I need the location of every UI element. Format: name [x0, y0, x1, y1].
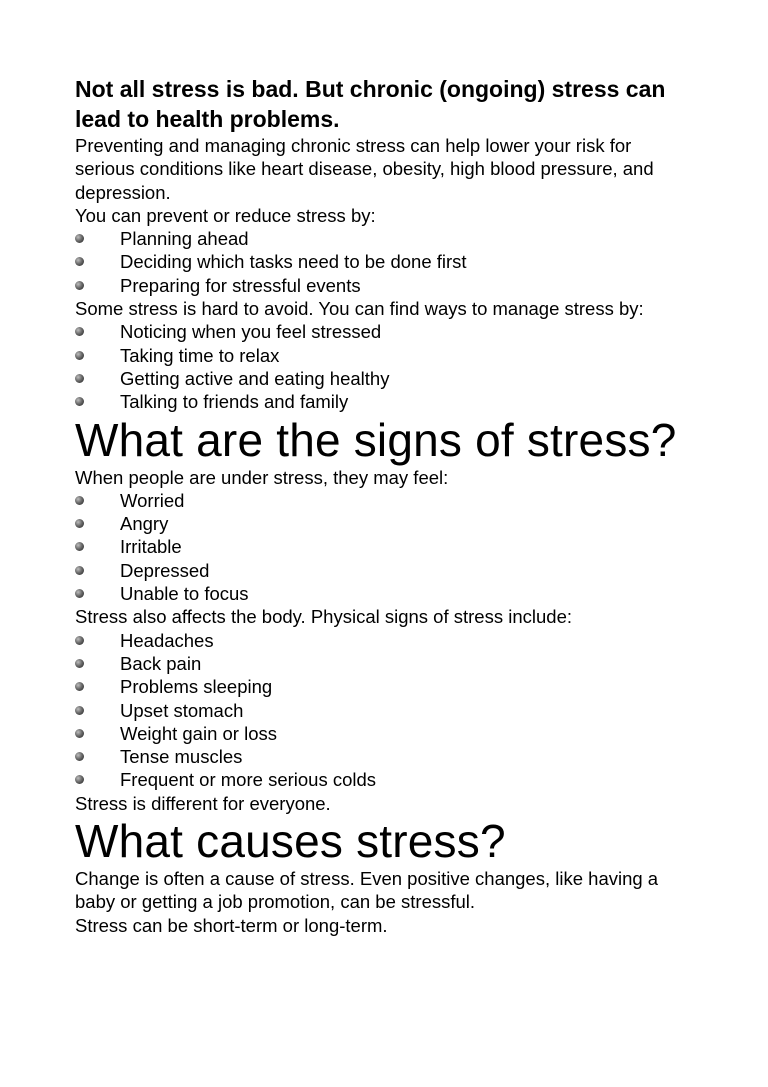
list-item-text: Back pain — [120, 652, 202, 674]
bullet-icon — [75, 589, 84, 598]
list-item-text: Frequent or more serious colds — [120, 769, 377, 791]
bullet-icon — [75, 542, 84, 551]
list-item-text: Headaches — [120, 629, 214, 651]
list-item-text: Preparing for stressful events — [120, 274, 361, 296]
list-item-text: Planning ahead — [120, 228, 249, 250]
list-item — [75, 675, 708, 698]
bullet-icon — [75, 281, 84, 290]
list-item-text: Irritable — [120, 536, 182, 558]
bullet-icon — [75, 682, 84, 691]
list-item-text: Depressed — [120, 559, 210, 581]
list-item — [75, 768, 708, 791]
list-item-text: Upset stomach — [120, 699, 244, 721]
list-item — [75, 652, 708, 675]
bullet-icon — [75, 566, 84, 575]
bullet-icon — [75, 775, 84, 784]
causes-duration: Stress can be short-term or long-term. — [75, 914, 388, 936]
body-label: Stress also affects the body. Physical signs of stress include: — [75, 606, 572, 628]
bullet-icon — [75, 397, 84, 406]
manage-list — [75, 320, 708, 413]
prevent-list — [75, 227, 708, 297]
bullet-icon — [75, 752, 84, 761]
list-item-text: Unable to focus — [120, 583, 249, 605]
manage-label: Some stress is hard to avoid. You can find ways to manage stress by: — [75, 298, 644, 320]
list-item — [75, 745, 708, 768]
causes-heading: What causes stress? — [75, 815, 506, 868]
bullet-icon — [75, 327, 84, 336]
list-item — [75, 699, 708, 722]
signs-heading: What are the signs of stress? — [75, 413, 677, 466]
feel-label: When people are under stress, they may feel: — [75, 466, 449, 488]
list-item — [75, 535, 708, 558]
list-item — [75, 512, 708, 535]
list-item-text: Deciding which tasks need to be done first — [120, 251, 467, 273]
body-list — [75, 629, 708, 792]
list-item — [75, 250, 708, 273]
feel-list — [75, 489, 708, 605]
list-item — [75, 390, 708, 413]
bullet-icon — [75, 519, 84, 528]
list-item — [75, 722, 708, 745]
list-item — [75, 629, 708, 652]
list-item — [75, 320, 708, 343]
bullet-icon — [75, 234, 84, 243]
list-item — [75, 344, 708, 367]
intro-paragraph: Preventing and managing chronic stress can help lower your risk for serious conditions like heart disease, obesity, high blood pressure, and depression. — [75, 135, 654, 203]
list-item-text: Weight gain or loss — [120, 722, 277, 744]
list-item — [75, 274, 708, 297]
list-item-text: Tense muscles — [120, 746, 243, 768]
list-item — [75, 227, 708, 250]
bullet-icon — [75, 729, 84, 738]
list-item-text: Problems sleeping — [120, 676, 273, 698]
bullet-icon — [75, 636, 84, 645]
signs-closing: Stress is different for everyone. — [75, 792, 331, 814]
list-item-text: Angry — [120, 513, 169, 535]
list-item — [75, 489, 708, 512]
list-item-text: Talking to friends and family — [120, 391, 349, 413]
prevent-label: You can prevent or reduce stress by: — [75, 204, 376, 226]
list-item — [75, 582, 708, 605]
lead-statement: Not all stress is bad. But chronic (ongoing) stress can lead to health problems. — [75, 76, 666, 132]
bullet-icon — [75, 257, 84, 266]
list-item — [75, 559, 708, 582]
list-item — [75, 367, 708, 390]
bullet-icon — [75, 496, 84, 505]
list-item-text: Getting active and eating healthy — [120, 367, 390, 389]
list-item-text: Taking time to relax — [120, 344, 280, 366]
bullet-icon — [75, 706, 84, 715]
bullet-icon — [75, 659, 84, 668]
bullet-icon — [75, 351, 84, 360]
bullet-icon — [75, 374, 84, 383]
causes-paragraph: Change is often a cause of stress. Even positive changes, like having a baby or getting a job promotion, can be stressful. — [75, 868, 659, 913]
list-item-text: Noticing when you feel stressed — [120, 321, 382, 343]
list-item-text: Worried — [120, 489, 185, 511]
